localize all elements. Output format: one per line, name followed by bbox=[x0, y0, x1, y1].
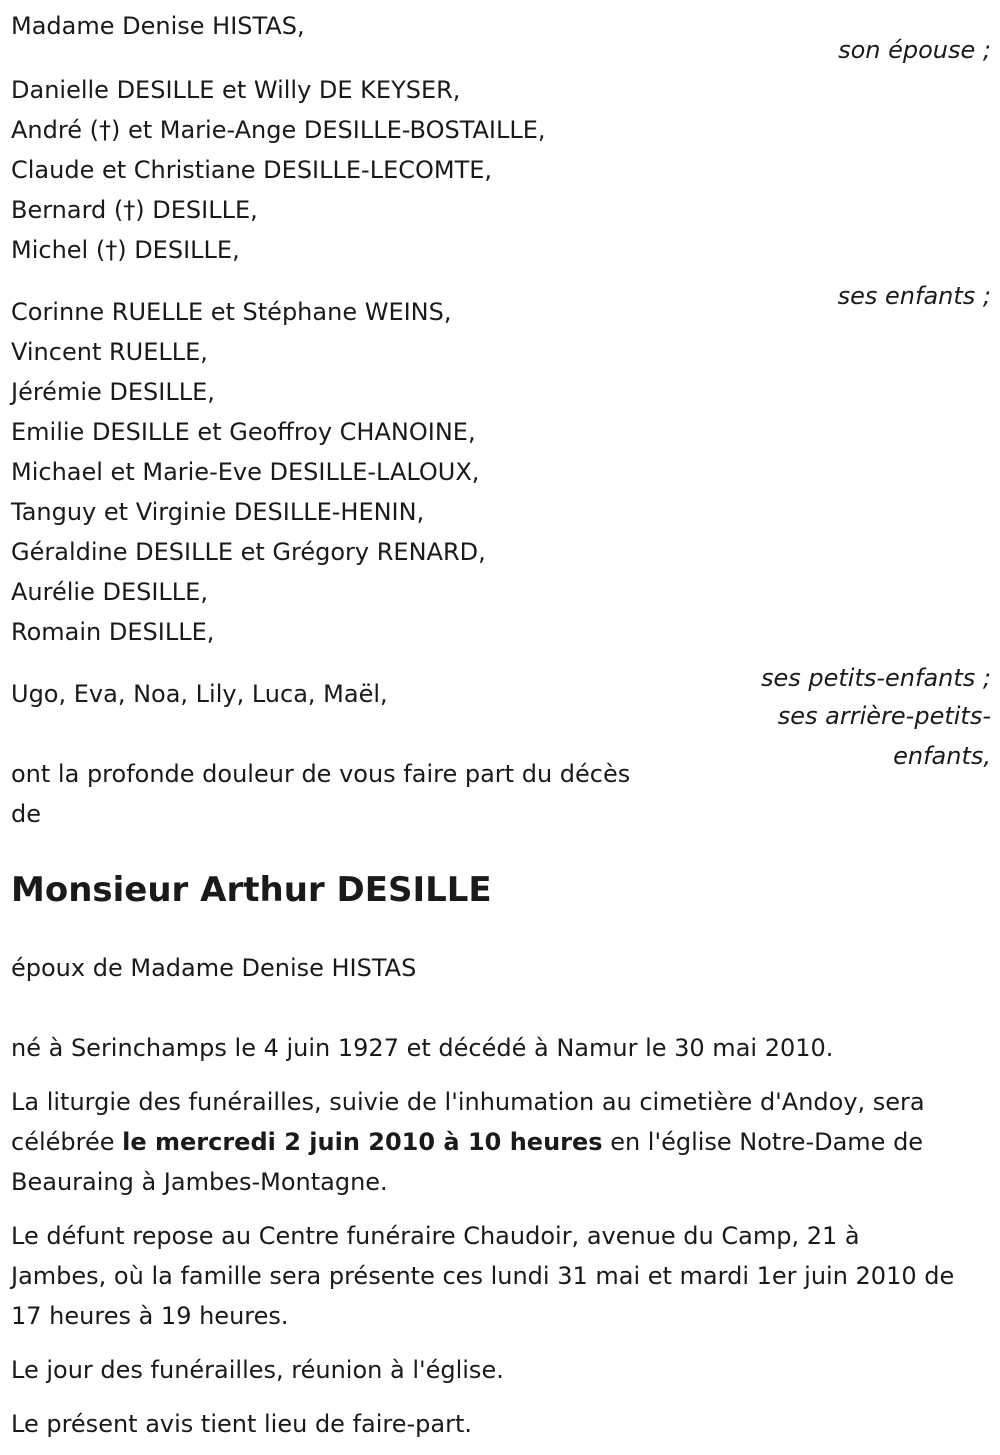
announcement-line: ont la profonde douleur de vous faire part du décès bbox=[11, 760, 631, 788]
spouse-relation: son épouse ; bbox=[838, 36, 991, 64]
child-name: Michel (†) DESILLE, bbox=[11, 236, 240, 264]
liturgy-info: La liturgie des funérailles, suivie de l'inhumation au cimetière d'Andoy, sera célébrée le mercredi 2 juin 2010 à 10 heures en l'église Notre-Dame de Beauraing à Jambes-Montagne. bbox=[11, 1088, 925, 1196]
ceremony-date: le mercredi 2 juin 2010 à 10 heures bbox=[122, 1128, 603, 1156]
grandchildren-section bbox=[11, 292, 991, 692]
obituary-notice bbox=[11, 6, 991, 1444]
children-relation: ses enfants ; bbox=[837, 282, 991, 310]
birth-death-info: né à Serinchamps le 4 juin 1927 et décédé à Namur le 30 mai 2010. bbox=[11, 1034, 834, 1062]
great-grandchildren-relation: ses arrière-petits- enfants, bbox=[777, 702, 991, 770]
announcement bbox=[11, 754, 991, 834]
announcement-line: de bbox=[11, 800, 41, 828]
grandchild-name: Corinne RUELLE et Stéphane WEINS, bbox=[11, 298, 452, 326]
child-name: Danielle DESILLE et Willy DE KEYSER, bbox=[11, 76, 461, 104]
great-grandchildren-names: Ugo, Eva, Noa, Lily, Luca, Maël, bbox=[11, 680, 388, 708]
grandchild-name: Emilie DESILLE et Geoffroy CHANOINE, bbox=[11, 418, 476, 446]
child-name: Claude et Christiane DESILLE-LECOMTE, bbox=[11, 156, 493, 184]
deceased-spouse: époux de Madame Denise HISTAS bbox=[11, 954, 417, 982]
great-grandchildren-section bbox=[11, 674, 991, 770]
rest-info: Le défunt repose au Centre funéraire Chaudoir, avenue du Camp, 21 à Jambes, où la famille sera présente ces lundi 31 mai et mardi 1er juin 2010 de 17 heures à 19 heures. bbox=[11, 1222, 955, 1330]
spouse-name: Madame Denise HISTAS, bbox=[11, 12, 305, 40]
grandchild-name: Aurélie DESILLE, bbox=[11, 578, 208, 606]
notice-info: Le présent avis tient lieu de faire-part. bbox=[11, 1410, 473, 1438]
child-name: Bernard (†) DESILLE, bbox=[11, 196, 258, 224]
spouse-section bbox=[11, 6, 991, 70]
deceased-name: Monsieur Arthur DESILLE bbox=[11, 870, 492, 910]
meeting-info: Le jour des funérailles, réunion à l'église. bbox=[11, 1356, 504, 1384]
grandchild-name: Romain DESILLE, bbox=[11, 618, 215, 646]
grandchild-name: Tanguy et Virginie DESILLE-HENIN, bbox=[11, 498, 425, 526]
child-name: André (†) et Marie-Ange DESILLE-BOSTAILLE, bbox=[11, 116, 546, 144]
grandchild-name: Géraldine DESILLE et Grégory RENARD, bbox=[11, 538, 486, 566]
grandchild-name: Jérémie DESILLE, bbox=[11, 378, 215, 406]
children-section bbox=[11, 70, 991, 310]
grandchild-name: Michael et Marie-Eve DESILLE-LALOUX, bbox=[11, 458, 480, 486]
grandchild-name: Vincent RUELLE, bbox=[11, 338, 208, 366]
grandchildren-relation: ses petits-enfants ; bbox=[760, 664, 991, 692]
